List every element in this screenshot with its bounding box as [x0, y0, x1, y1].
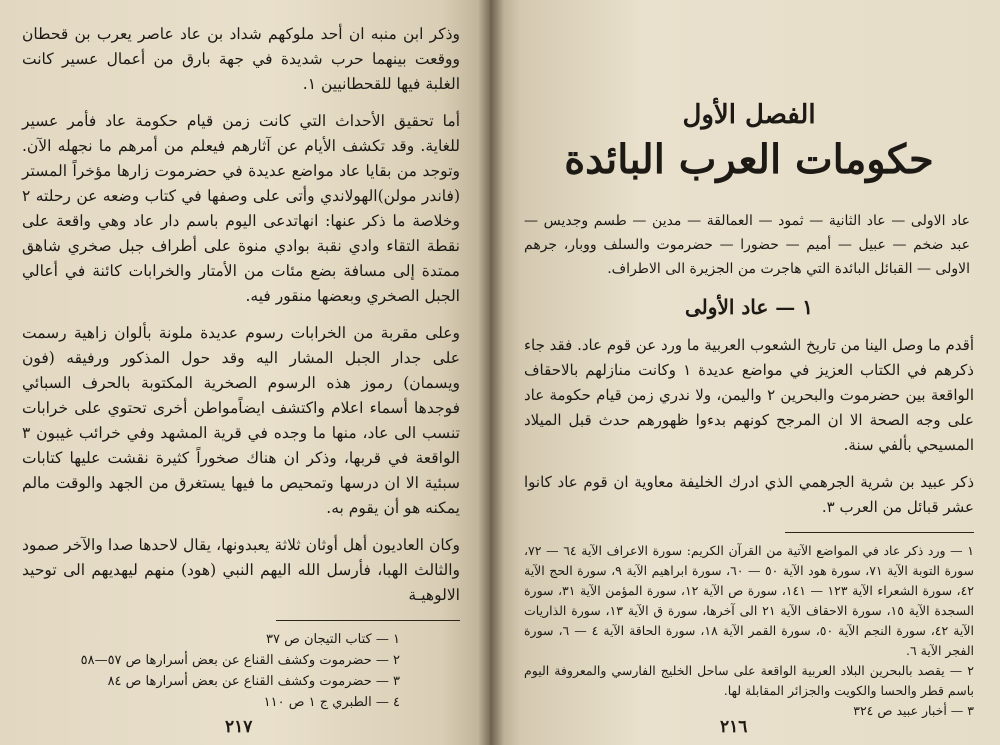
footnote: ١ — ورد ذكر عاد في المواضع الآتية من القرآن الكريم: سورة الاعراف الآية ٦٤ — ٧٢، سورة التوبة الآية ٧١، سورة هود الآية ٥٠ — ٦٠، سورة ابراهيم الآية ٩، سورة الحج الآية ٤٢، سورة الشعراء الآية ١٢٣ — ١٤١، سورة ص الآية ١٢، سورة المؤمن الآية ٣١، سورة السجدة الآية ١٥، سورة الاحقاف الآية ٢١ الى آخرها، سورة ق الآية ١٣، سورة الذاريات الآية ٤٢، سورة النجم الآية ٥٠، سورة القمر الآية ١٨، سورة الحاقة الآية ٤ — ٦، سورة الفجر الآية ٦.	[524, 543, 975, 658]
chapter-summary: عاد الاولى — عاد الثانية — ثمود — العمالقة — مدين — طسم وجديس — عبد ضخم — عبيل — أميم — حضورا — حضرموت والسلف ووبار، جرهم الاولى — القبائل البائدة التي هاجرت من الجزيرة الى الاطراف.	[524, 213, 970, 277]
footnote: ٤ — الطبري ج ١ ص ١١٠	[263, 695, 400, 710]
footnote: ١ — كتاب التيجان ص ٣٧	[266, 632, 400, 647]
left-body-text	[22, 22, 460, 608]
footnote: ٣ — أخبار عبيد ص ٣٢٤	[853, 703, 974, 718]
right-page	[490, 0, 1000, 745]
footnote: ٢ — حضرموت وكشف القناع عن بعض أسرارها ص ٥٧—٥٨	[80, 653, 400, 668]
main-title: حكومات العرب البائدة	[564, 136, 934, 183]
right-footnotes	[524, 541, 974, 721]
paragraph: وكان العاديون أهل أوثان ثلاثة يعبدونها، يقال لاحدها صدا والآخر صمود والثالث الهبا، فأرسل الله اليهم النبي (هود) منهم ليهديهم الى توحيد الالوهيـة	[22, 536, 460, 604]
footnote-divider	[785, 532, 974, 533]
section-heading: ١ — عاد الأولى	[685, 295, 813, 319]
book-gutter-shadow	[478, 0, 504, 745]
paragraph: وعلى مقربة من الخرابات رسوم عديدة ملونة بألوان زاهية رسمت على جدار الجبل المشار اليه وقد حول المذكور ورفيقه (فون ويسمان) رموز هذه الرسوم الصخرية المكتوبة بالحرف السبائي فوجدها أسماء اعلام واكتشف ايضاًمواطن أخرى تحتوي على خرابات تنسب الى عاد، منها ما وجده في قرية المشهد وفي خرائب غيبون ٣ الواقعة في قربها، وذكر ان هناك صخوراً كثيرة نقشت عليها كتابات سبئية الا ان درسها وتمحيص ما فيها يستغرق من الجهد والوقت مالم يمكنه هو أن يقوم به.	[22, 324, 460, 517]
left-page	[0, 0, 490, 745]
paragraph: أما تحقيق الأحداث التي كانت زمن قيام حكومة عاد فأمر عسير للغاية. وقد تكشف الأيام عن آثارهم فيعلم من أمرهم ما نجهله الآن. وتوجد من بقايا عاد مواضع عديدة في حضرموت زارها مؤخراً المستر (فاندر مولن)الهولاندي وأتى على وصفها في كتاب وضعه عن رحلته ٢ وخلاصة ما ذكر عنها: انهاتدعى اليوم باسم دار عاد وهي واقعة على نقطة التقاء وادي نقبة بوادي منوة على أطراف جبل صخري شاهق ممتدة إلى مسافة بضع مئات من الأمتار والخرابات كائنة في أعالي الجبل الصخري وبعضها منقور فيه.	[22, 112, 460, 305]
paragraph: وذكر ابن منبه ان أحد ملوكهم شداد بن عاد عاصر يعرب بن قحطان ووقعت بينهما حرب شديدة في جهة بارق من أعمال عسير كانت الغلبة فيها للقحطانيين ١.	[22, 25, 460, 93]
page-number: ٢١٦	[720, 717, 748, 737]
footnote: ٢ — يقصد بالبحرين البلاد العربية الواقعة على ساحل الخليج الفارسي والمعروفة اليوم باسم قطر والحسا والكويت والجزائر المقابلة لها.	[524, 663, 974, 698]
chapter-title: الفصل الأول	[682, 100, 816, 130]
left-footnotes	[22, 629, 460, 713]
paragraph: ذكر عبيد بن شرية الجرهمي الذي ادرك الخليفة معاوية ان قوم عاد كانوا عشر قبائل من العرب ٣.	[524, 473, 974, 516]
footnote-divider	[276, 620, 460, 621]
right-body-text	[524, 333, 974, 520]
paragraph: أقدم ما وصل الينا من تاريخ الشعوب العربية ما ورد عن قوم عاد. فقد جاء ذكرهم في الكتاب العزيز في مواضع عديدة ١ وكانت منازلهم بالاحقاف الواقعة بين حضرموت والبحرين ٢ واليمن، ولا ندري زمن قيام حكومة عاد على وجه الصحة الا ان المرجح كونهم بدءوا ظهورهم حدث قبل الميلاد المسيحي بألفي سنة.	[524, 336, 974, 454]
footnote: ٣ — حضرموت وكشف القناع عن بعض أسرارها ص ٨٤	[107, 674, 400, 689]
page-number: ٢١٧	[225, 717, 253, 737]
